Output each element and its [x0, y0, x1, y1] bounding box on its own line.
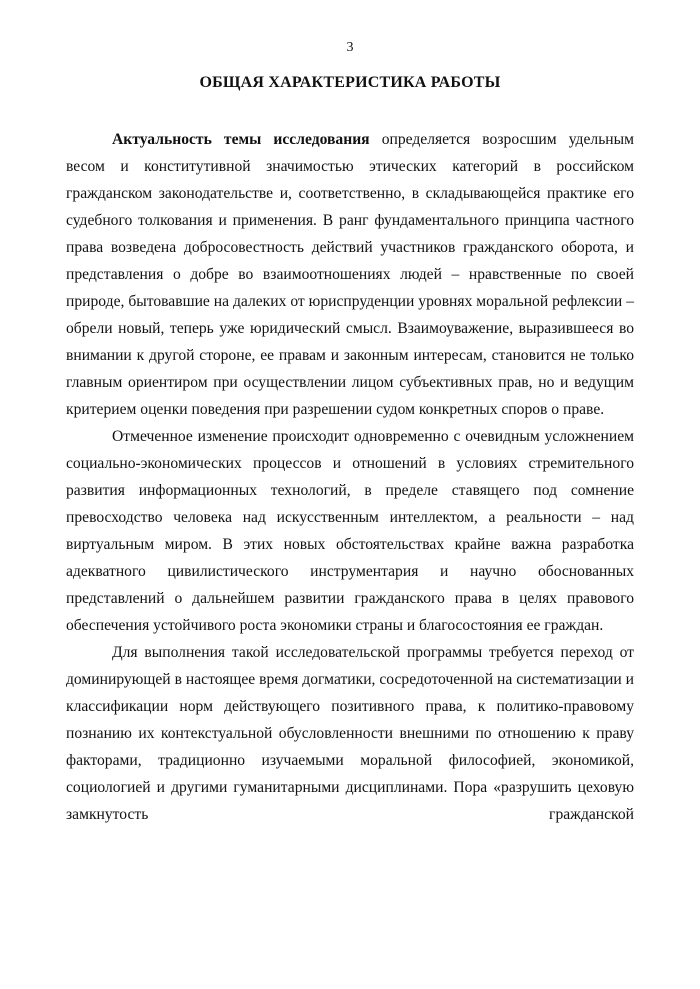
section-heading: ОБЩАЯ ХАРАКТЕРИСТИКА РАБОТЫ: [199, 74, 501, 91]
paragraph-lead-term: Актуальность темы исследования: [112, 131, 370, 148]
paragraph-program: [66, 639, 634, 828]
page-number: 3: [346, 40, 354, 55]
paragraph-text: Для выполнения такой исследовательской программы требуется переход от доминирующей в настоящее время догматики, сосредоточенной на систематизации и классификации норм действующего позитивного права, к политико-правовому познанию их контекстуальной обусловленности внешними по отношению к праву факторами, традиционно изучаемыми моральной философией, экономикой, социологией и другими гуманитарными дисциплинами. Пора «разрушить цеховую замкнутость гражданской: [66, 644, 634, 823]
paragraph-relevance: [66, 126, 634, 423]
body-text: [66, 126, 634, 828]
paragraph-text: Отмеченное изменение происходит одновременно с очевидным усложнением социально-экономических процессов и отношений в условиях стремительного развития информационных технологий, в пределе ставящего под сомнение превосходство человека над искусственным интеллектом, а реальности – над виртуальным миром. В этих новых обстоятельствах крайне важна разработка адекватного цивилистического инструментария и научно обоснованных представлений о дальнейшем развитии гражданского права в целях правового обеспечения устойчивого роста экономики страны и благосостояния ее граждан.: [66, 428, 634, 634]
paragraph-change: [66, 423, 634, 639]
paragraph-text: определяется возросшим удельным весом и конститутивной значимостью этических категорий в российском гражданском законодательстве и, соответственно, в складывающейся практике его судебного толкования и применения. В ранг фундаментального принципа частного права возведена добросовестность действий участников гражданского оборота, и представления о добре во взаимоотношениях людей – нравственные по своей природе, бытовавшие на далеких от юриспруденции уровнях моральной рефлексии – обрели новый, теперь уже юридический смысл. Взаимоуважение, выразившееся во внимании к другой стороне, ее правам и законным интересам, становится не только главным ориентиром при осуществлении лицом субъективных прав, но и ведущим критерием оценки поведения при разрешении судом конкретных споров о праве.: [66, 131, 634, 418]
